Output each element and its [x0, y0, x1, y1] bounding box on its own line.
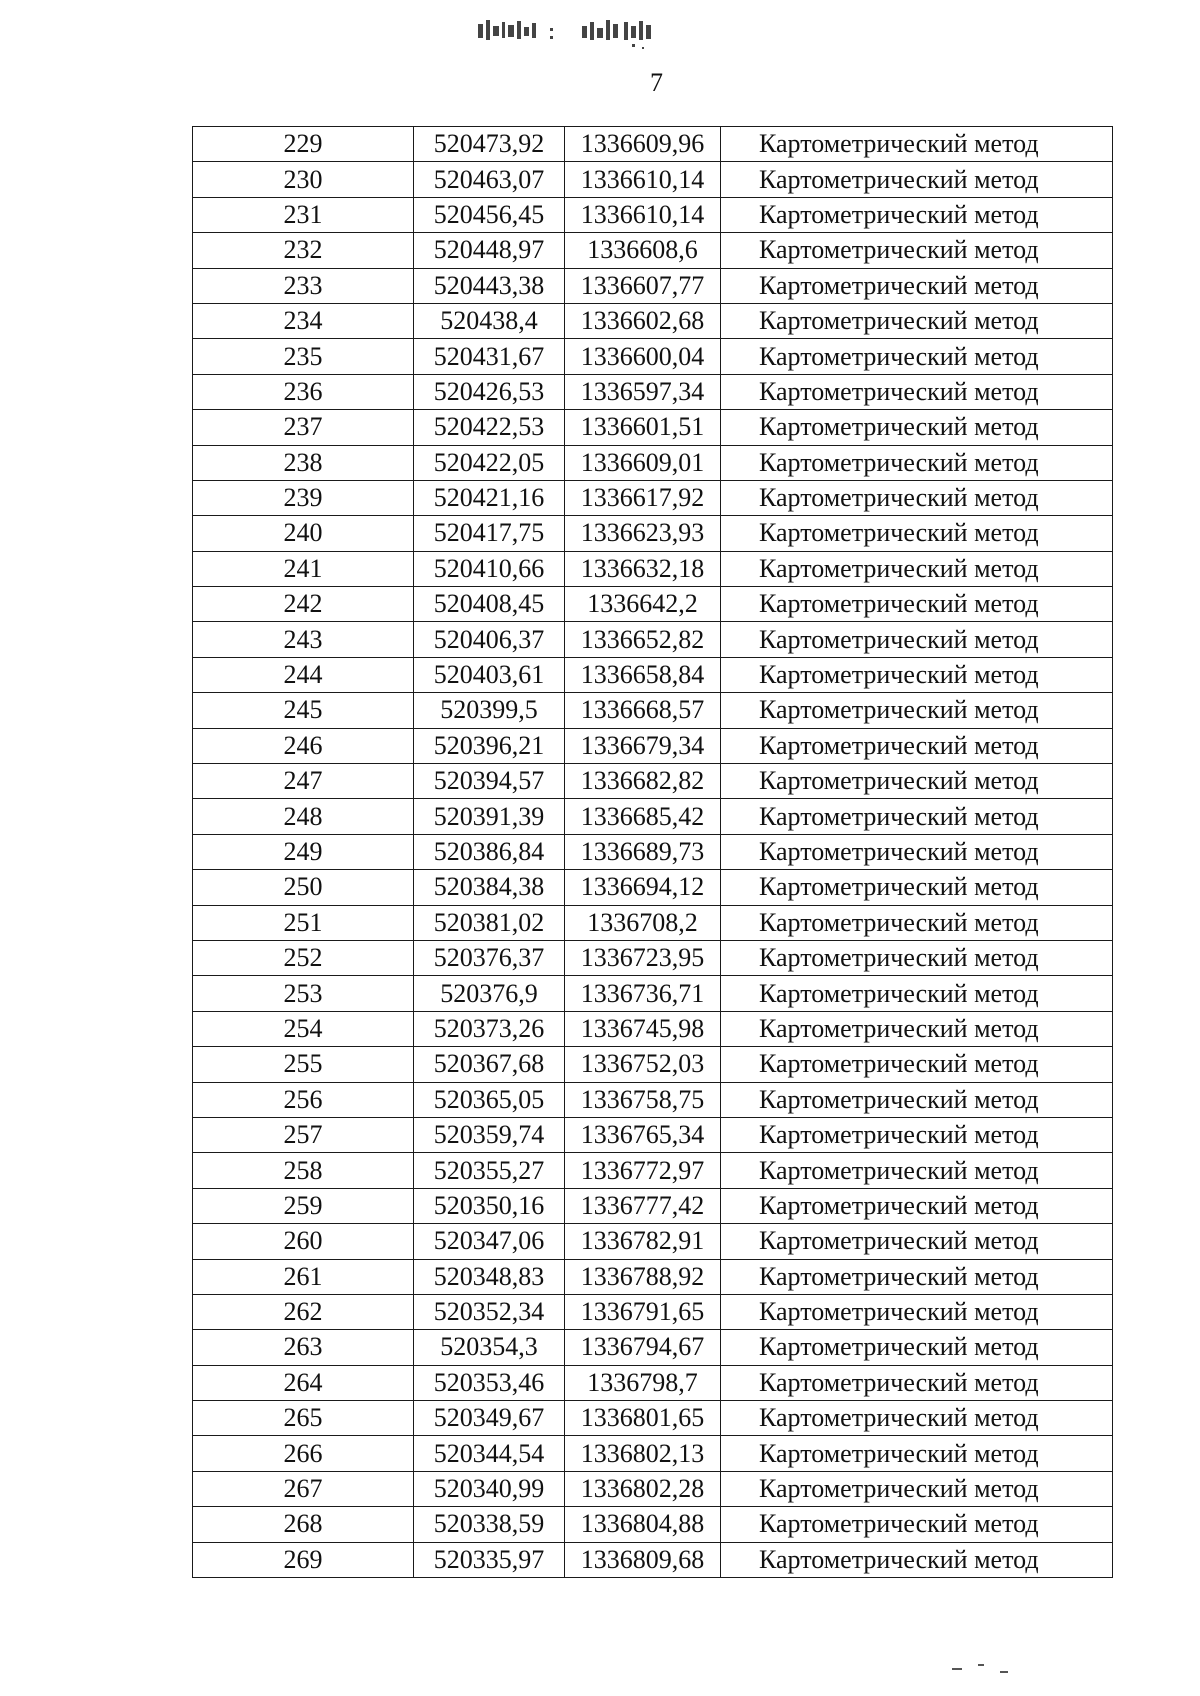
y-coordinate-cell: 1336694,12: [565, 870, 721, 905]
table-row: [193, 410, 1113, 445]
y-coordinate-cell: 1336801,65: [565, 1401, 721, 1436]
method-cell: Картометрический метод: [721, 1117, 1113, 1152]
table-row: [193, 1365, 1113, 1400]
table-row: [193, 1082, 1113, 1117]
point-number-cell: 267: [193, 1471, 414, 1506]
x-coordinate-cell: 520354,3: [414, 1330, 565, 1365]
x-coordinate-cell: 520350,16: [414, 1188, 565, 1223]
method-cell: Картометрический метод: [721, 1047, 1113, 1082]
point-number-cell: 247: [193, 764, 414, 799]
table-row: [193, 374, 1113, 409]
method-cell: Картометрический метод: [721, 1507, 1113, 1542]
y-coordinate-cell: 1336791,65: [565, 1294, 721, 1329]
point-number-cell: 243: [193, 622, 414, 657]
y-coordinate-cell: 1336798,7: [565, 1365, 721, 1400]
x-coordinate-cell: 520352,34: [414, 1294, 565, 1329]
table-row: [193, 233, 1113, 268]
y-coordinate-cell: 1336642,2: [565, 587, 721, 622]
method-cell: Картометрический метод: [721, 303, 1113, 338]
y-coordinate-cell: 1336617,92: [565, 480, 721, 515]
method-cell: Картометрический метод: [721, 374, 1113, 409]
y-coordinate-cell: 1336609,01: [565, 445, 721, 480]
scan-mark: [978, 1664, 984, 1666]
method-cell: Картометрический метод: [721, 834, 1113, 869]
y-coordinate-cell: 1336777,42: [565, 1188, 721, 1223]
x-coordinate-cell: 520417,75: [414, 516, 565, 551]
method-cell: Картометрический метод: [721, 764, 1113, 799]
y-coordinate-cell: 1336752,03: [565, 1047, 721, 1082]
x-coordinate-cell: 520344,54: [414, 1436, 565, 1471]
y-coordinate-cell: 1336758,75: [565, 1082, 721, 1117]
point-number-cell: 245: [193, 693, 414, 728]
y-coordinate-cell: 1336682,82: [565, 764, 721, 799]
x-coordinate-cell: 520448,97: [414, 233, 565, 268]
table-row: [193, 1294, 1113, 1329]
x-coordinate-cell: 520422,53: [414, 410, 565, 445]
x-coordinate-cell: 520403,61: [414, 657, 565, 692]
table-row: [193, 1401, 1113, 1436]
x-coordinate-cell: 520443,38: [414, 268, 565, 303]
point-number-cell: 242: [193, 587, 414, 622]
table-row: [193, 516, 1113, 551]
table-row: [193, 976, 1113, 1011]
x-coordinate-cell: 520355,27: [414, 1153, 565, 1188]
point-number-cell: 230: [193, 162, 414, 197]
table-row: [193, 1471, 1113, 1506]
method-cell: Картометрический метод: [721, 268, 1113, 303]
y-coordinate-cell: 1336609,96: [565, 127, 721, 162]
point-number-cell: 246: [193, 728, 414, 763]
method-cell: Картометрический метод: [721, 1471, 1113, 1506]
method-cell: Картометрический метод: [721, 728, 1113, 763]
y-coordinate-cell: 1336685,42: [565, 799, 721, 834]
method-cell: Картометрический метод: [721, 233, 1113, 268]
y-coordinate-cell: 1336723,95: [565, 940, 721, 975]
point-number-cell: 241: [193, 551, 414, 586]
point-number-cell: 244: [193, 657, 414, 692]
x-coordinate-cell: 520347,06: [414, 1224, 565, 1259]
point-number-cell: 229: [193, 127, 414, 162]
y-coordinate-cell: 1336607,77: [565, 268, 721, 303]
x-coordinate-cell: 520353,46: [414, 1365, 565, 1400]
point-number-cell: 248: [193, 799, 414, 834]
method-cell: Картометрический метод: [721, 799, 1113, 834]
x-coordinate-cell: 520391,39: [414, 799, 565, 834]
x-coordinate-cell: 520348,83: [414, 1259, 565, 1294]
method-cell: Картометрический метод: [721, 480, 1113, 515]
y-coordinate-cell: 1336600,04: [565, 339, 721, 374]
point-number-cell: 236: [193, 374, 414, 409]
method-cell: Картометрический метод: [721, 551, 1113, 586]
method-cell: Картометрический метод: [721, 516, 1113, 551]
y-coordinate-cell: 1336623,93: [565, 516, 721, 551]
point-number-cell: 259: [193, 1188, 414, 1223]
x-coordinate-cell: 520410,66: [414, 551, 565, 586]
y-coordinate-cell: 1336689,73: [565, 834, 721, 869]
table-row: [193, 728, 1113, 763]
table-row: [193, 1259, 1113, 1294]
x-coordinate-cell: 520384,38: [414, 870, 565, 905]
point-number-cell: 258: [193, 1153, 414, 1188]
table-row: [193, 622, 1113, 657]
y-coordinate-cell: 1336652,82: [565, 622, 721, 657]
table-body: [193, 127, 1113, 1578]
point-number-cell: 238: [193, 445, 414, 480]
x-coordinate-cell: 520359,74: [414, 1117, 565, 1152]
table-row: [193, 127, 1113, 162]
table-row: [193, 587, 1113, 622]
table-row: [193, 1153, 1113, 1188]
method-cell: Картометрический метод: [721, 1330, 1113, 1365]
y-coordinate-cell: 1336802,13: [565, 1436, 721, 1471]
table-row: [193, 480, 1113, 515]
method-cell: Картометрический метод: [721, 693, 1113, 728]
point-number-cell: 265: [193, 1401, 414, 1436]
method-cell: Картометрический метод: [721, 1224, 1113, 1259]
x-coordinate-cell: 520335,97: [414, 1542, 565, 1577]
y-coordinate-cell: 1336679,34: [565, 728, 721, 763]
point-number-cell: 252: [193, 940, 414, 975]
table-row: [193, 764, 1113, 799]
x-coordinate-cell: 520338,59: [414, 1507, 565, 1542]
method-cell: Картометрический метод: [721, 1365, 1113, 1400]
table-row: [193, 693, 1113, 728]
x-coordinate-cell: 520381,02: [414, 905, 565, 940]
scan-mark: [1000, 1671, 1008, 1673]
table-row: [193, 339, 1113, 374]
method-cell: Картометрический метод: [721, 1082, 1113, 1117]
table-row: [193, 197, 1113, 232]
table-row: [193, 1330, 1113, 1365]
point-number-cell: 256: [193, 1082, 414, 1117]
page-number: 7: [650, 68, 663, 97]
method-cell: Картометрический метод: [721, 1259, 1113, 1294]
scan-mark: [952, 1668, 962, 1670]
table-row: [193, 445, 1113, 480]
point-number-cell: 239: [193, 480, 414, 515]
point-number-cell: 269: [193, 1542, 414, 1577]
method-cell: Картометрический метод: [721, 976, 1113, 1011]
method-cell: Картометрический метод: [721, 197, 1113, 232]
point-number-cell: 260: [193, 1224, 414, 1259]
point-number-cell: 262: [193, 1294, 414, 1329]
point-number-cell: 263: [193, 1330, 414, 1365]
point-number-cell: 250: [193, 870, 414, 905]
x-coordinate-cell: 520396,21: [414, 728, 565, 763]
table-row: [193, 940, 1113, 975]
y-coordinate-cell: 1336809,68: [565, 1542, 721, 1577]
table-row: [193, 268, 1113, 303]
point-number-cell: 237: [193, 410, 414, 445]
x-coordinate-cell: 520365,05: [414, 1082, 565, 1117]
table-row: [193, 162, 1113, 197]
x-coordinate-cell: 520473,92: [414, 127, 565, 162]
y-coordinate-cell: 1336658,84: [565, 657, 721, 692]
y-coordinate-cell: 1336610,14: [565, 162, 721, 197]
y-coordinate-cell: 1336708,2: [565, 905, 721, 940]
method-cell: Картометрический метод: [721, 1401, 1113, 1436]
y-coordinate-cell: 1336765,34: [565, 1117, 721, 1152]
x-coordinate-cell: 520394,57: [414, 764, 565, 799]
x-coordinate-cell: 520349,67: [414, 1401, 565, 1436]
y-coordinate-cell: 1336794,67: [565, 1330, 721, 1365]
x-coordinate-cell: 520406,37: [414, 622, 565, 657]
y-coordinate-cell: 1336782,91: [565, 1224, 721, 1259]
point-number-cell: 254: [193, 1011, 414, 1046]
table-row: [193, 1011, 1113, 1046]
table-row: [193, 1507, 1113, 1542]
point-number-cell: 235: [193, 339, 414, 374]
coordinates-table: [192, 126, 1113, 1578]
point-number-cell: 264: [193, 1365, 414, 1400]
point-number-cell: 266: [193, 1436, 414, 1471]
table-row: [193, 1188, 1113, 1223]
x-coordinate-cell: 520367,68: [414, 1047, 565, 1082]
point-number-cell: 253: [193, 976, 414, 1011]
x-coordinate-cell: 520376,9: [414, 976, 565, 1011]
x-coordinate-cell: 520408,45: [414, 587, 565, 622]
table-row: [193, 905, 1113, 940]
y-coordinate-cell: 1336802,28: [565, 1471, 721, 1506]
table-row: [193, 1047, 1113, 1082]
x-coordinate-cell: 520376,37: [414, 940, 565, 975]
y-coordinate-cell: 1336736,71: [565, 976, 721, 1011]
point-number-cell: 255: [193, 1047, 414, 1082]
point-number-cell: 257: [193, 1117, 414, 1152]
x-coordinate-cell: 520438,4: [414, 303, 565, 338]
method-cell: Картометрический метод: [721, 162, 1113, 197]
table-row: [193, 303, 1113, 338]
x-coordinate-cell: 520373,26: [414, 1011, 565, 1046]
method-cell: Картометрический метод: [721, 1153, 1113, 1188]
table-row: [193, 799, 1113, 834]
method-cell: Картометрический метод: [721, 445, 1113, 480]
method-cell: Картометрический метод: [721, 870, 1113, 905]
y-coordinate-cell: 1336601,51: [565, 410, 721, 445]
method-cell: Картометрический метод: [721, 905, 1113, 940]
table-row: [193, 1117, 1113, 1152]
x-coordinate-cell: 520463,07: [414, 162, 565, 197]
x-coordinate-cell: 520399,5: [414, 693, 565, 728]
point-number-cell: 249: [193, 834, 414, 869]
point-number-cell: 231: [193, 197, 414, 232]
table-row: [193, 657, 1113, 692]
table-row: [193, 1542, 1113, 1577]
stamp-mark: [472, 14, 732, 54]
point-number-cell: 240: [193, 516, 414, 551]
method-cell: Картометрический метод: [721, 1542, 1113, 1577]
point-number-cell: 233: [193, 268, 414, 303]
x-coordinate-cell: 520421,16: [414, 480, 565, 515]
point-number-cell: 232: [193, 233, 414, 268]
x-coordinate-cell: 520456,45: [414, 197, 565, 232]
x-coordinate-cell: 520340,99: [414, 1471, 565, 1506]
table-row: [193, 551, 1113, 586]
y-coordinate-cell: 1336788,92: [565, 1259, 721, 1294]
x-coordinate-cell: 520422,05: [414, 445, 565, 480]
method-cell: Картометрический метод: [721, 657, 1113, 692]
y-coordinate-cell: 1336632,18: [565, 551, 721, 586]
method-cell: Картометрический метод: [721, 622, 1113, 657]
method-cell: Картометрический метод: [721, 940, 1113, 975]
y-coordinate-cell: 1336772,97: [565, 1153, 721, 1188]
y-coordinate-cell: 1336745,98: [565, 1011, 721, 1046]
y-coordinate-cell: 1336804,88: [565, 1507, 721, 1542]
point-number-cell: 251: [193, 905, 414, 940]
method-cell: Картометрический метод: [721, 127, 1113, 162]
method-cell: Картометрический метод: [721, 1011, 1113, 1046]
table-row: [193, 870, 1113, 905]
y-coordinate-cell: 1336608,6: [565, 233, 721, 268]
table-row: [193, 834, 1113, 869]
y-coordinate-cell: 1336668,57: [565, 693, 721, 728]
table-row: [193, 1436, 1113, 1471]
table-row: [193, 1224, 1113, 1259]
method-cell: Картометрический метод: [721, 587, 1113, 622]
x-coordinate-cell: 520431,67: [414, 339, 565, 374]
point-number-cell: 268: [193, 1507, 414, 1542]
method-cell: Картометрический метод: [721, 410, 1113, 445]
method-cell: Картометрический метод: [721, 1294, 1113, 1329]
x-coordinate-cell: 520386,84: [414, 834, 565, 869]
y-coordinate-cell: 1336597,34: [565, 374, 721, 409]
method-cell: Картометрический метод: [721, 339, 1113, 374]
y-coordinate-cell: 1336610,14: [565, 197, 721, 232]
x-coordinate-cell: 520426,53: [414, 374, 565, 409]
method-cell: Картометрический метод: [721, 1436, 1113, 1471]
point-number-cell: 261: [193, 1259, 414, 1294]
point-number-cell: 234: [193, 303, 414, 338]
y-coordinate-cell: 1336602,68: [565, 303, 721, 338]
method-cell: Картометрический метод: [721, 1188, 1113, 1223]
